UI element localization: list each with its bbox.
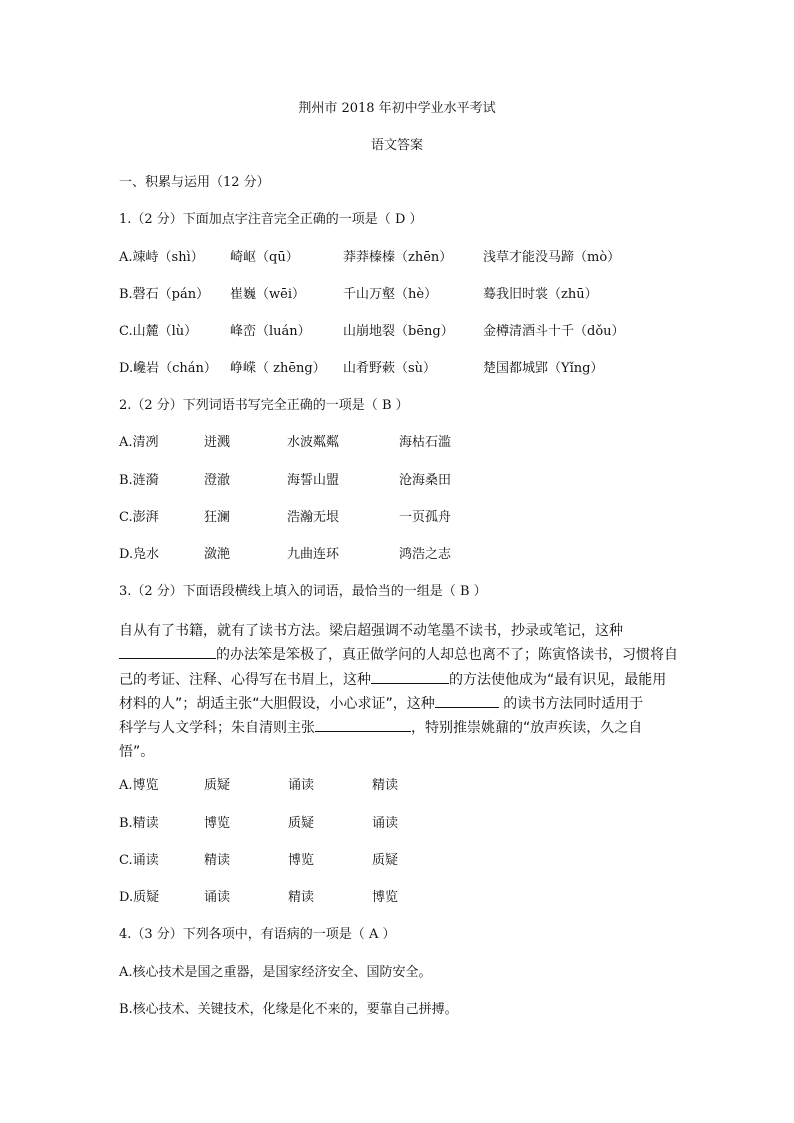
option-text: 博览 bbox=[204, 816, 231, 831]
question-4-option-b: B.核心技术、关键技术，化缘是化不来的，要靠自己拼搏。 bbox=[119, 1002, 458, 1017]
option-text: 崎岖（qū） bbox=[230, 250, 299, 265]
passage-text: 材料的人”；胡适主张“大胆假设，小心求证”，这种 bbox=[119, 695, 435, 712]
option-text: 诵读 bbox=[204, 890, 231, 905]
option-text: 山崩地裂（bēng） bbox=[343, 324, 454, 339]
option-text: 博览 bbox=[288, 853, 315, 868]
doc-subtitle: 语文答案 bbox=[370, 138, 423, 153]
option-text: 潋滟 bbox=[204, 547, 231, 562]
question-2-stem: 2.（2 分）下列词语书写完全正确的一项是（ B ） bbox=[119, 398, 409, 413]
option-text: 诵读 bbox=[288, 778, 315, 793]
option-text: B.精读 bbox=[119, 816, 159, 831]
option-text: 质疑 bbox=[204, 778, 231, 793]
option-text: A.博览 bbox=[119, 778, 159, 793]
option-text: 浅草才能没马蹄（mò） bbox=[483, 250, 621, 265]
option-text: 水波粼粼 bbox=[287, 435, 340, 450]
option-text: 澄澈 bbox=[204, 473, 231, 488]
question-1-stem: 1.（2 分）下面加点字注音完全正确的一项是（ D ） bbox=[119, 212, 423, 227]
passage-line bbox=[119, 643, 679, 667]
option-text: 九曲连环 bbox=[287, 547, 340, 562]
option-text: 博览 bbox=[372, 890, 399, 905]
doc-title: 荆州市 2018 年初中学业水平考试 bbox=[298, 101, 496, 116]
option-text: 精读 bbox=[204, 853, 231, 868]
option-text: 质疑 bbox=[372, 853, 399, 868]
option-text: 浩瀚无垠 bbox=[287, 510, 340, 525]
question-3-stem: 3.（2 分）下面语段横线上填入的词语，最恰当的一组是（ B ） bbox=[119, 584, 487, 599]
section-heading: 一、积累与运用（12 分） bbox=[119, 175, 270, 190]
passage-text: 己的考证、注释、心得写在书眉上，这种 bbox=[119, 671, 371, 688]
fill-blank bbox=[119, 643, 216, 659]
passage-text: 科学与人文学科；朱自清则主张 bbox=[119, 720, 315, 737]
option-text: 一页孤舟 bbox=[399, 510, 452, 525]
option-text: 精读 bbox=[372, 778, 399, 793]
option-text: A.清冽 bbox=[119, 435, 159, 450]
option-text: 质疑 bbox=[288, 816, 315, 831]
option-text: 峰峦（luán） bbox=[230, 324, 311, 339]
passage-line bbox=[119, 668, 679, 692]
passage-text: 的办法笨是笨极了，真正做学问的人却总也离不了；陈寅恪读书，习惯将自 bbox=[216, 647, 678, 664]
option-text: 海誓山盟 bbox=[287, 473, 340, 488]
option-text: 楚国都城郢（Yǐng） bbox=[483, 361, 604, 376]
option-text: C.澎湃 bbox=[119, 510, 159, 525]
fill-blank bbox=[371, 668, 449, 684]
option-text: 精读 bbox=[288, 890, 315, 905]
question-3-passage bbox=[119, 619, 679, 765]
question-4-stem: 4.（3 分）下列各项中，有语病的一项是（ A ） bbox=[119, 927, 396, 942]
passage-text: 的方法使他成为“最有识见，最能用 bbox=[449, 671, 667, 688]
fill-blank bbox=[315, 716, 411, 732]
option-text: 莽莽榛榛（zhēn） bbox=[343, 250, 453, 265]
option-text: C.诵读 bbox=[119, 853, 159, 868]
option-text: D.质疑 bbox=[119, 890, 160, 905]
passage-text: ，特别推崇姚鼐的“放声疾读，久之自 bbox=[411, 720, 643, 737]
option-text: 山肴野蔌（sù） bbox=[343, 361, 437, 376]
option-text: 鸿浩之志 bbox=[399, 547, 452, 562]
option-text: B.涟漪 bbox=[119, 473, 159, 488]
option-text: 海枯石滥 bbox=[399, 435, 452, 450]
option-text: D.凫水 bbox=[119, 547, 160, 562]
option-text: 沧海桑田 bbox=[399, 473, 452, 488]
fill-blank bbox=[435, 692, 499, 708]
option-text: 千山万壑（hè） bbox=[343, 287, 438, 302]
option-text: D.巉岩（chán） bbox=[119, 361, 217, 376]
option-text: C.山麓（lù） bbox=[119, 324, 198, 339]
passage-text: 的读书方法同时适用于 bbox=[498, 695, 644, 712]
option-text: 狂澜 bbox=[204, 510, 231, 525]
option-text: 诵读 bbox=[372, 816, 399, 831]
option-text: 金樽清酒斗十千（dǒu） bbox=[483, 324, 625, 339]
option-text: 蓦我旧时裳（zhū） bbox=[483, 287, 598, 302]
passage-line: 自从有了书籍，就有了读书方法。梁启超强调不动笔墨不读书，抄录或笔记，这种 bbox=[119, 623, 623, 639]
option-text: 峥嵘（ zhēng） bbox=[230, 361, 326, 376]
option-text: 迸溅 bbox=[204, 435, 231, 450]
passage-line bbox=[119, 716, 679, 740]
passage-line bbox=[119, 692, 679, 716]
option-text: B.磬石（pán） bbox=[119, 287, 210, 302]
option-text: 崔巍（wēi） bbox=[230, 287, 305, 302]
passage-line: 悟”。 bbox=[119, 744, 155, 761]
question-4-option-a: A.核心技术是国之重器，是国家经济安全、国防安全。 bbox=[119, 965, 432, 980]
option-text: A.竦峙（shì） bbox=[119, 250, 204, 265]
